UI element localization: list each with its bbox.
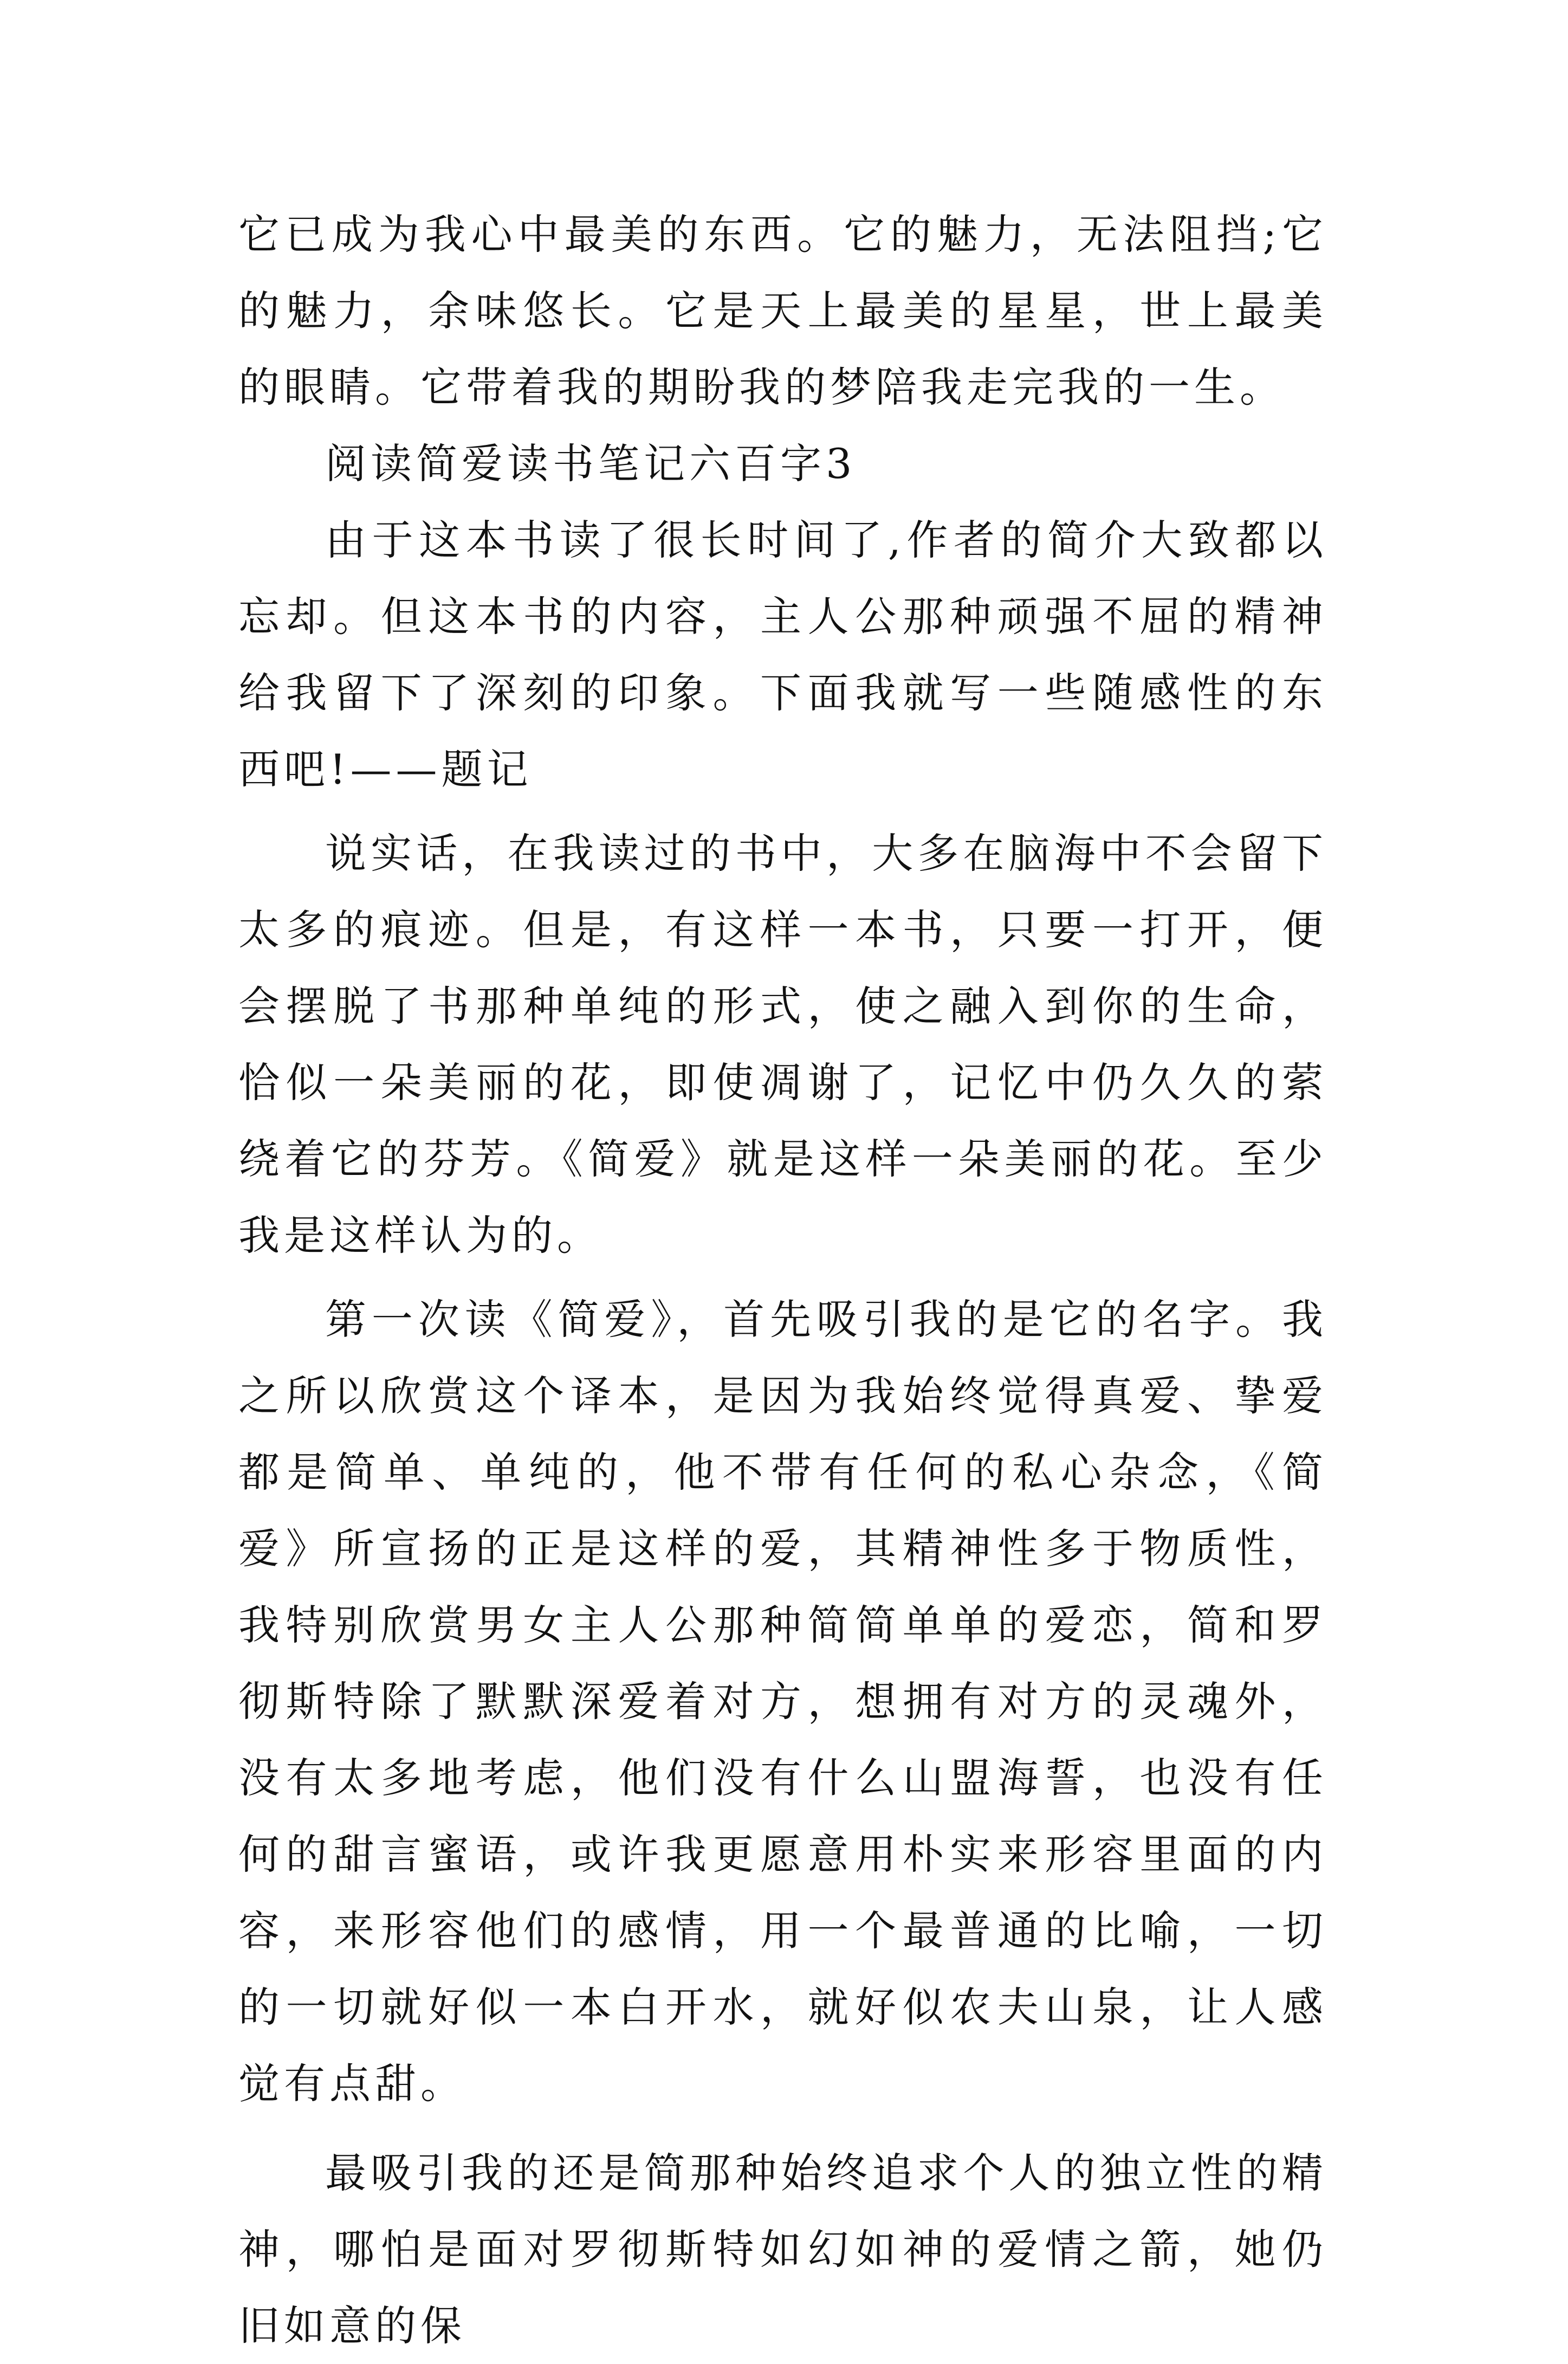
- paragraph-independence: 最吸引我的还是简那种始终追求个人的独立性的精神，哪怕是面对罗彻斯特如幻如神的爱情之箭，她仍旧如意的保: [238, 2149, 1327, 2350]
- document-body: [238, 196, 1327, 2364]
- paragraph-intro: 由于这本书读了很长时间了,作者的简介大致都以忘却。但这本书的内容，主人公那种顽强不屈的精神给我留下了深刻的印象。下面我就写一些随感性的东西吧!——题记: [238, 516, 1327, 793]
- paragraph-continuation: 它已成为我心中最美的东西。它的魅力，无法阻挡;它的魅力，余味悠长。它是天上最美的星星，世上最美的眼睛。它带着我的期盼我的梦陪我走完我的一生。: [238, 210, 1327, 411]
- paragraph-first-read: 第一次读《简爱》，首先吸引我的是它的名字。我之所以欣赏这个译本，是因为我始终觉得真爱、挚爱都是简单、单纯的，他不带有任何的私心杂念，《简爱》所宣扬的正是这样的爱，其精神性多于物质性，我特别欣赏男女主人公那种简简单单的爱恋，简和罗彻斯特除了默默深爱着对方，想拥有对方的灵魂外，没有太多地考虑，他们没有什么山盟海誓，也没有任何的甜言蜜语，或许我更愿意用朴实来形容里面的内容，来形容他们的感情，用一个最普通的比喻，一切的一切就好似一本白开水，就好似农夫山泉，让人感觉有点甜。: [238, 1295, 1327, 2108]
- paragraph-truth: 说实话，在我读过的书中，大多在脑海中不会留下太多的痕迹。但是，有这样一本书，只要一打开，便会摆脱了书那种单纯的形式，使之融入到你的生命，恰似一朵美丽的花，即使凋谢了，记忆中仍久久的萦绕着它的芬芳。《简爱》就是这样一朵美丽的花。至少我是这样认为的。: [238, 829, 1327, 1259]
- section-heading: 阅读简爱读书笔记六百字3: [325, 440, 857, 488]
